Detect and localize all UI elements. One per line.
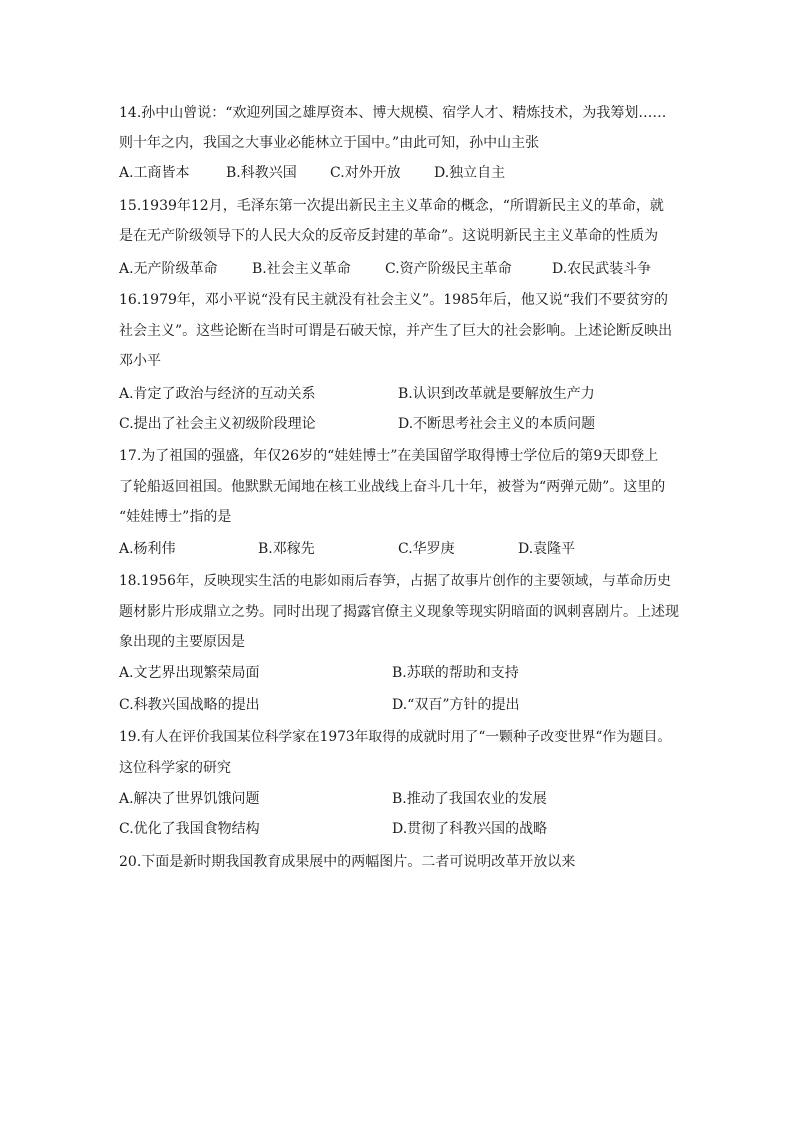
question-14-option-c: C.对外开放 — [330, 165, 401, 181]
question-14-option-a: A.工商皆本 — [119, 165, 190, 181]
question-17-stem-line-3: “娃娃博士”指的是 — [119, 509, 232, 525]
question-17-option-a: A.杨利伟 — [119, 541, 176, 557]
question-16-stem-line-3: 邓小平 — [119, 353, 161, 369]
question-14-stem-line-2: 则十年之内，我国之大事业必能林立于国中。”由此可知，孙中山主张 — [119, 135, 540, 151]
question-20-stem-line-1: 20.下面是新时期我国教育成果展中的两幅图片。二者可说明改革开放以来 — [119, 854, 576, 870]
question-19-stem-line-1: 19.有人在评价我国某位科学家在1973年取得的成就时用了“一颗种子改变世界“作为题目。 — [119, 729, 672, 745]
question-14-stem-line-1: 14.孙中山曾说：“欢迎列国之雄厚资本、博大规模、宿学人才、精炼技术，为我筹划…… — [119, 105, 667, 121]
question-18-option-b: B.苏联的帮助和支持 — [392, 665, 519, 681]
question-19-option-a: A.解决了世界饥饿问题 — [119, 791, 260, 807]
question-16-option-c: C.提出了社会主义初级阶段理论 — [119, 416, 316, 432]
question-18-option-c: C.科教兴国战略的提出 — [119, 697, 260, 713]
question-16-stem-line-2: 社会主义”。这些论断在当时可谓是石破天惊，并产生了巨大的社会影响。上述论断反映出 — [119, 323, 673, 339]
question-15-stem-line-1: 15.1939年12月，毛泽东第一次提出新民主主义革命的概念，“所谓新民主义的革命，就 — [119, 198, 664, 214]
question-18-option-d: D.“双百”方针的提出 — [392, 697, 520, 713]
question-15-option-c: C.资产阶级民主革命 — [385, 261, 512, 277]
question-15-stem-line-2: 是在无产阶级领导下的人民大众的反帝反封建的革命”。这说明新民主主义革命的性质为 — [119, 228, 659, 244]
question-15-option-a: A.无产阶级革命 — [119, 261, 218, 277]
question-16-option-b: B.认识到改革就是要解放生产力 — [398, 386, 595, 402]
question-15-option-d: D.农民武装斗争 — [552, 261, 652, 277]
question-17-option-b: B.邓稼先 — [258, 541, 315, 557]
question-16-option-d: D.不断思考社会主义的本质问题 — [398, 416, 596, 432]
question-14-option-d: D.独立自主 — [434, 165, 506, 181]
question-16-stem-line-1: 16.1979年，邓小平说“没有民主就没有社会主义”。1985年后，他又说“我们不要贫穷的 — [119, 292, 668, 308]
question-19-stem-line-2: 这位科学家的研究 — [119, 760, 231, 776]
question-17-option-d: D.袁隆平 — [518, 541, 576, 557]
question-17-stem-line-2: 了轮船返回祖国。他默默无闻地在核工业战线上奋斗几十年，被誉为“两弹元勋”。这里的 — [119, 479, 666, 495]
question-16-option-a: A.肯定了政治与经济的互动关系 — [119, 386, 316, 402]
question-17-option-c: C.华罗庚 — [398, 541, 455, 557]
question-18-stem-line-3: 象出现的主要原因是 — [119, 634, 245, 650]
question-18-stem-line-1: 18.1956年，反映现实生活的电影如雨后春笋，占据了故事片创作的主要领域，与革命历史 — [119, 573, 671, 589]
question-17-stem-line-1: 17.为了祖国的强盛，年仅26岁的“娃娃博士”在美国留学取得博士学位后的第9天即登上 — [119, 448, 659, 464]
question-19-option-c: C.优化了我国食物结构 — [119, 821, 260, 837]
question-15-option-b: B.社会主义革命 — [252, 261, 351, 277]
question-14-option-b: B.科教兴国 — [226, 165, 297, 181]
question-18-option-a: A.文艺界出现繁荣局面 — [119, 665, 260, 681]
question-19-option-d: D.贯彻了科教兴国的战略 — [392, 821, 548, 837]
question-18-stem-line-2: 题材影片形成鼎立之势。同时出现了揭露官僚主义现象等现实阴暗面的讽刺喜剧片。上述现 — [119, 604, 679, 620]
question-19-option-b: B.推动了我国农业的发展 — [392, 791, 547, 807]
